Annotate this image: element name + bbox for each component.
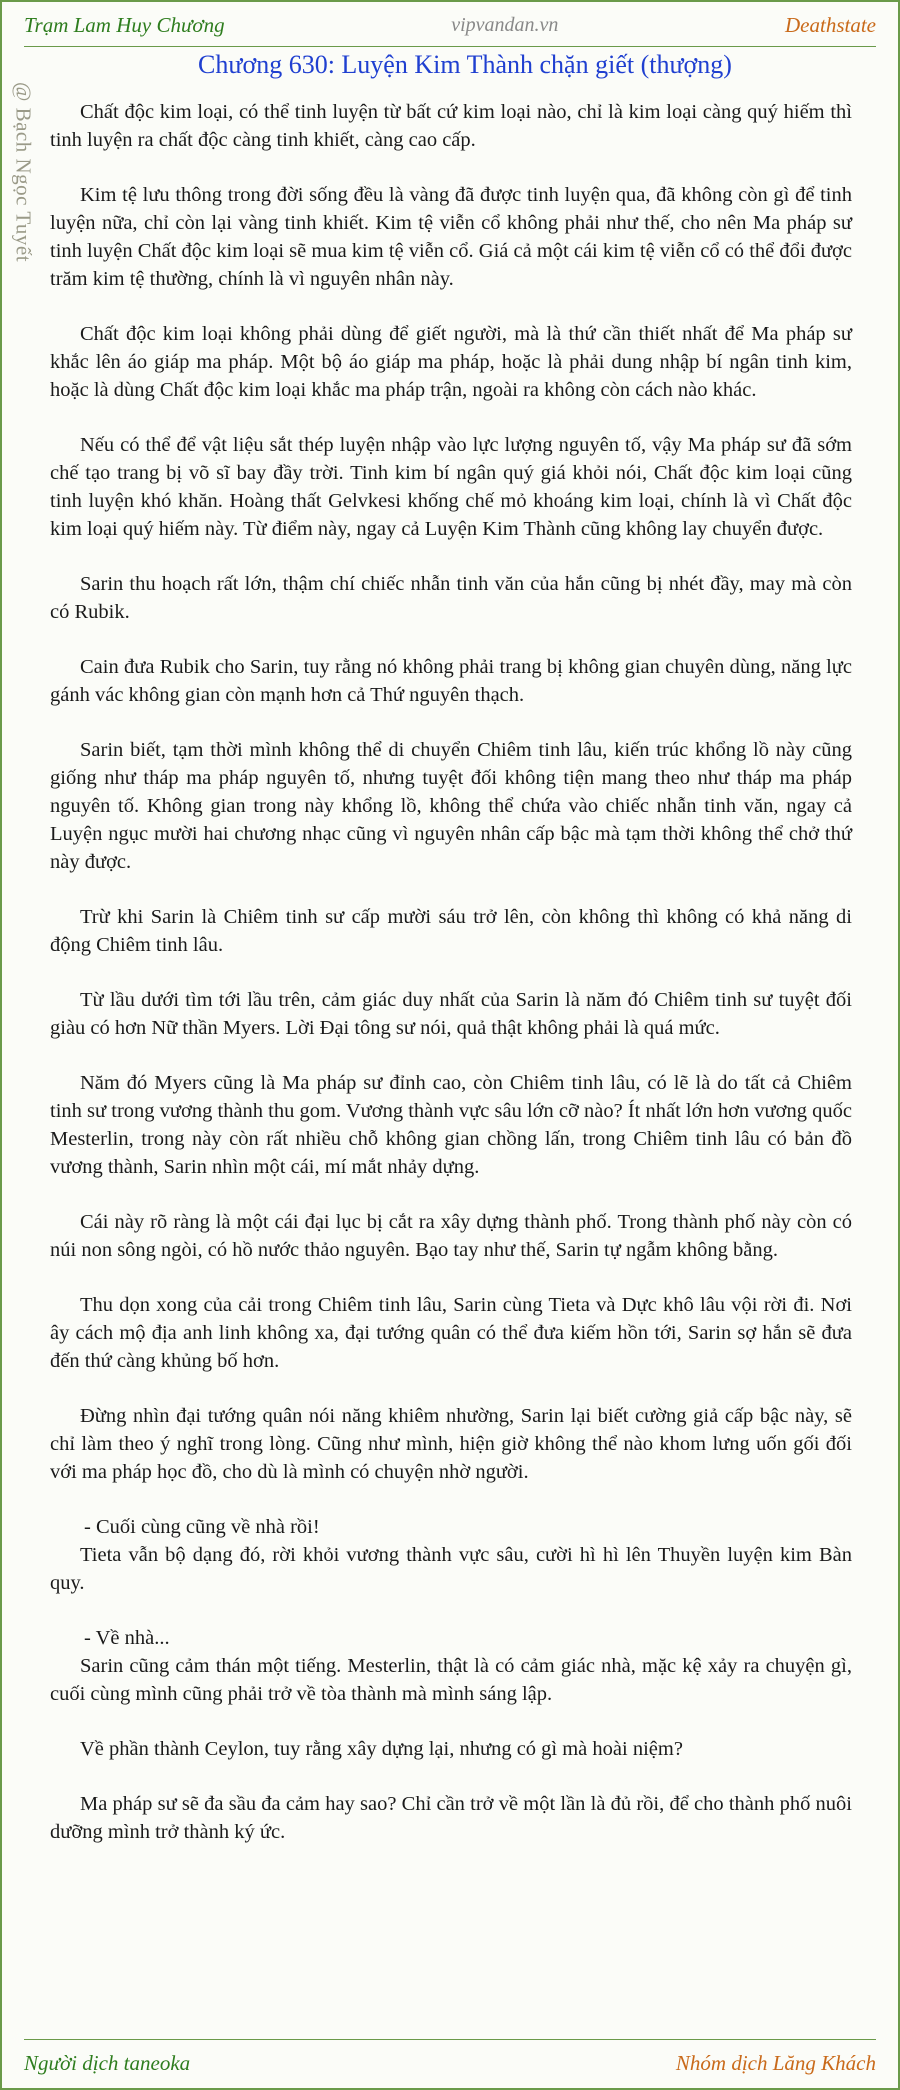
header-website[interactable]: vipvandan.vn — [451, 13, 559, 36]
paragraph: Chất độc kim loại, có thể tinh luyện từ bất cứ kim loại nào, chỉ là kim loại càng quý hiếm thì tinh luyện ra chất độc càng tinh khiết, càng cao cấp. — [50, 101, 852, 151]
paragraph: Sarin thu hoạch rất lớn, thậm chí chiếc nhẫn tinh văn của hắn cũng bị nhét đầy, may mà còn có Rubik. — [50, 573, 852, 623]
paragraph: Chất độc kim loại không phải dùng để giết người, mà là thứ cần thiết nhất để Ma pháp sư khắc lên áo giáp ma pháp. Một bộ áo giáp ma pháp, hoặc là phải dung nhập bí ngân tinh kim, hoặc là dùng Chất độc kim loại khắc ma pháp trận, ngoài ra không còn cách nào khác. — [50, 323, 852, 401]
paragraph: Thu dọn xong của cải trong Chiêm tinh lâu, Sarin cùng Tieta và Dực khô lâu vội rời đi. Nơi ây cách mộ địa anh linh không xa, đại tướng quân có thể đưa kiếm hồn tới, Sarin sợ hắn sẽ đưa đến thứ càng khủng bố hơn. — [50, 1294, 852, 1372]
chapter-title: Chương 630: Luyện Kim Thành chặn giết (thượng) — [198, 50, 732, 79]
paragraph: Tieta vẫn bộ dạng đó, rời khỏi vương thành vực sâu, cười hì hì lên Thuyền luyện kim Bàn quy. — [50, 1544, 852, 1594]
dialogue-line: - Về nhà... — [84, 1627, 170, 1649]
footer-group: Nhóm dịch Lăng Khách — [675, 2050, 876, 2075]
page-header — [24, 10, 876, 40]
paragraph: Sarin biết, tạm thời mình không thể di chuyển Chiêm tinh lâu, kiến trúc khổng lồ này cũng giống như tháp ma pháp nguyên tố, nhưng tuyệt đối không tiện mang theo như tháp ma pháp nguyên tố. Không gian trong này khổng lồ, không thể chứa vào chiếc nhẫn tinh văn, ngay cả Luyện ngục mười hai chương nhạc cũng vì nguyên nhân cấp bậc mà tạm thời không thể chở thứ này được. — [50, 739, 852, 873]
paragraph: Kim tệ lưu thông trong đời sống đều là vàng đã được tinh luyện qua, đã không còn gì để tinh luyện nữa, chỉ còn lại vàng tinh khiết. Kim tệ viễn cổ không phải như thế, cho nên Ma pháp sư tinh luyện Chất độc kim loại sẽ mua kim tệ viễn cổ. Giá cả một cái kim tệ viễn cổ có thể đổi được trăm kim tệ thường, chính là vì nguyên nhân này. — [50, 184, 852, 290]
paragraph: Nếu có thể để vật liệu sắt thép luyện nhập vào lực lượng nguyên tố, vậy Ma pháp sư đã sớm chế tạo trang bị võ sĩ bay đầy trời. Tinh kim bí ngân quý giá khỏi nói, Chất độc kim loại cũng tinh luyện khó khăn. Hoàng thất Gelvkesi khống chế mỏ khoáng kim loại, chính là vì Chất độc kim loại quý hiếm này. Từ điểm này, ngay cả Luyện Kim Thành cũng không lay chuyển được. — [50, 434, 852, 540]
footer-translator: Người dịch taneoka — [24, 2050, 191, 2075]
paragraph: Sarin cũng cảm thán một tiếng. Mesterlin, thật là có cảm giác nhà, mặc kệ xảy ra chuyện gì, cuối cùng mình cũng phải trở về tòa thành mà mình sáng lập. — [50, 1655, 852, 1705]
header-author: Deathstate — [785, 12, 876, 37]
watermark-text: @ Bạch Ngọc Tuyết — [11, 81, 36, 263]
paragraph: Đừng nhìn đại tướng quân nói năng khiêm nhường, Sarin lại biết cường giả cấp bậc này, sẽ chỉ làm theo ý nghĩ trong lòng. Cũng như mình, hiện giờ không thể nào khom lưng uốn gối đối với ma pháp học đồ, cho dù là mình có chuyện nhờ người. — [50, 1405, 852, 1483]
footer-divider — [24, 2039, 876, 2040]
paragraph: Năm đó Myers cũng là Ma pháp sư đỉnh cao, còn Chiêm tinh lâu, có lẽ là do tất cả Chiêm tinh sư trong vương thành thu gom. Vương thành vực sâu lớn cỡ nào? Ít nhất lớn hơn vương quốc Mesterlin, trong này còn rất nhiều chỗ không gian chồng lấn, trong Chiêm tinh lâu có bản đồ vương thành, Sarin nhìn một cái, mí mắt nhảy dựng. — [50, 1072, 852, 1178]
header-divider — [24, 46, 876, 47]
paragraph: Ma pháp sư sẽ đa sầu đa cảm hay sao? Chỉ cần trở về một lần là đủ rồi, để cho thành phố nuôi dưỡng mình trở thành ký ức. — [50, 1793, 852, 1843]
sidebar-watermark — [6, 52, 40, 292]
dialogue-line: - Cuối cùng cũng về nhà rồi! — [84, 1516, 320, 1538]
page-footer — [24, 2048, 876, 2078]
paragraph: Trừ khi Sarin là Chiêm tinh sư cấp mười sáu trở lên, còn không thì không có khả năng di động Chiêm tinh lâu. — [50, 906, 852, 956]
paragraph: Cái này rõ ràng là một cái đại lục bị cắt ra xây dựng thành phố. Trong thành phố này còn có núi non sông ngòi, có hồ nước thảo nguyên. Bạo tay như thế, Sarin tự ngẫm không bằng. — [50, 1211, 852, 1261]
paragraph: Về phần thành Ceylon, tuy rằng xây dựng lại, nhưng có gì mà hoài niệm? — [80, 1738, 683, 1760]
paragraph: Từ lầu dưới tìm tới lầu trên, cảm giác duy nhất của Sarin là năm đó Chiêm tinh sư tuyệt đối giàu có hơn Nữ thần Myers. Lời Đại tông sư nói, quả thật không phải là quá mức. — [50, 989, 852, 1039]
header-site-name: Trạm Lam Huy Chương — [24, 12, 225, 37]
chapter-body — [50, 98, 852, 1873]
paragraph: Cain đưa Rubik cho Sarin, tuy rằng nó không phải trang bị không gian chuyên dùng, năng lực gánh vác không gian còn mạnh hơn cả Thứ nguyên thạch. — [50, 656, 852, 706]
